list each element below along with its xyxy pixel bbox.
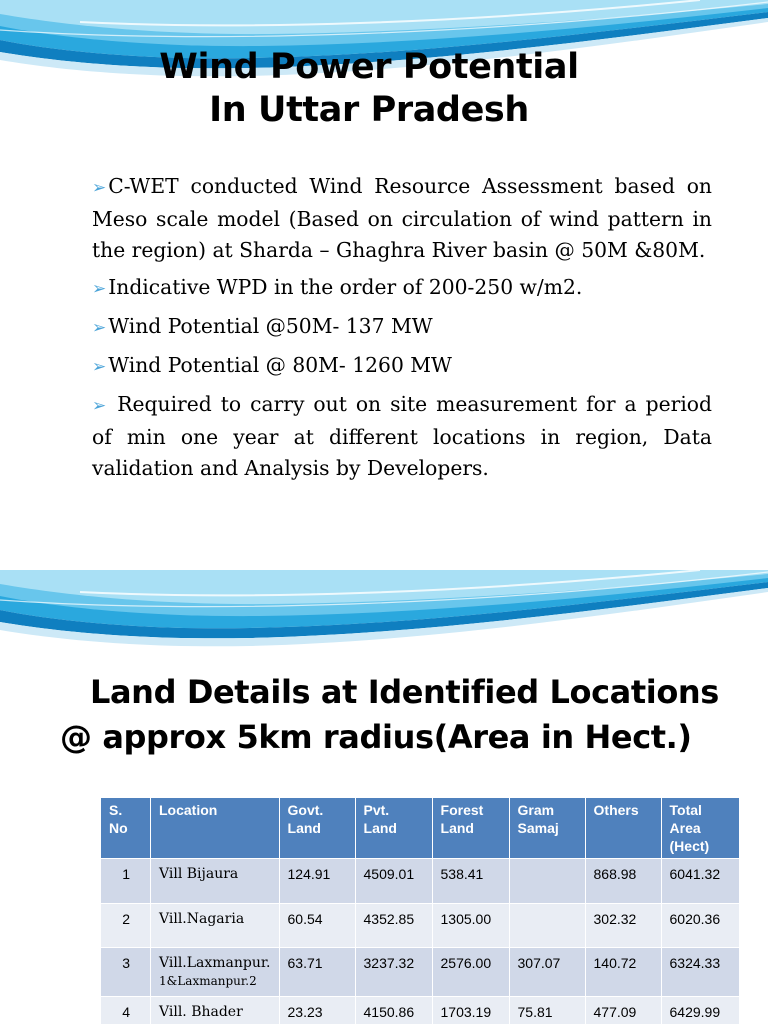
- cell-total-area: 6429.99: [661, 997, 739, 1024]
- cell-pvt-land: 4352.85: [355, 904, 432, 948]
- arrow-bullet-icon: ➢: [92, 178, 107, 198]
- col-header-gram-samaj: Gram Samaj: [509, 798, 585, 859]
- cell-sno: 3: [101, 948, 151, 997]
- title-line-2: @ approx 5km radius(Area in Hect.): [60, 718, 692, 756]
- cell-gram-samaj: 75.81: [509, 997, 585, 1024]
- bullet-text: Wind Potential @ 80M- 1260 MW: [108, 353, 452, 377]
- cell-total-area: 6324.33: [661, 948, 739, 997]
- cell-total-area: 6041.32: [661, 859, 739, 904]
- arrow-bullet-icon: ➢: [92, 357, 107, 377]
- col-header-pvt-land: Pvt. Land: [355, 798, 432, 859]
- cell-govt-land: 124.91: [279, 859, 355, 904]
- cell-pvt-land: 3237.32: [355, 948, 432, 997]
- table-row: [101, 904, 740, 948]
- col-header-others: Others: [585, 798, 661, 859]
- page-title: [0, 46, 738, 132]
- section-title: [60, 670, 760, 759]
- cell-govt-land: 23.23: [279, 997, 355, 1024]
- cell-location: Vill. Bhader: [151, 997, 280, 1024]
- cell-others: 868.98: [585, 859, 661, 904]
- table-row: [101, 948, 740, 997]
- table-header-row: [101, 798, 740, 859]
- location-line-1: Vill.Laxmanpur.: [159, 955, 271, 971]
- col-header-total-area: Total Area (Hect): [661, 798, 739, 859]
- cell-others: 302.32: [585, 904, 661, 948]
- arrow-bullet-icon: ➢: [92, 318, 107, 338]
- col-header-forest-land: Forest Land: [432, 798, 509, 859]
- cell-total-area: 6020.36: [661, 904, 739, 948]
- cell-pvt-land: 4150.86: [355, 997, 432, 1024]
- bullet-text: Indicative WPD in the order of 200-250 w/m2.: [108, 275, 583, 299]
- cell-pvt-land: 4509.01: [355, 859, 432, 904]
- slide-land-details: [0, 570, 768, 1024]
- bullet-item: [92, 171, 712, 266]
- title-line-1: Land Details at Identified Locations: [90, 673, 719, 711]
- bullet-list: [92, 171, 712, 490]
- cell-sno: 2: [101, 904, 151, 948]
- cell-forest-land: 2576.00: [432, 948, 509, 997]
- title-line-2: In Uttar Pradesh: [209, 90, 529, 130]
- arrow-bullet-icon: ➢: [92, 279, 107, 299]
- location-line-2: 1&Laxmanpur.2: [159, 974, 257, 988]
- cell-others: 477.09: [585, 997, 661, 1024]
- cell-sno: 4: [101, 997, 151, 1024]
- col-header-govt-land: Govt. Land: [279, 798, 355, 859]
- bullet-item: [92, 311, 712, 344]
- cell-govt-land: 60.54: [279, 904, 355, 948]
- table-row: [101, 859, 740, 904]
- bullet-item: [92, 272, 712, 305]
- title-line-1: Wind Power Potential: [159, 47, 579, 87]
- wave-banner-icon: [0, 570, 768, 670]
- land-details-table: [100, 797, 740, 1024]
- slide-gap: [0, 540, 768, 570]
- bullet-text: Required to carry out on site measurement for a period of min one year at different locations in region, Data validation and Analysis by Developers.: [92, 392, 712, 480]
- cell-others: 140.72: [585, 948, 661, 997]
- bullet-item: [92, 350, 712, 383]
- arrow-bullet-icon: ➢: [92, 396, 107, 416]
- cell-gram-samaj: 307.07: [509, 948, 585, 997]
- cell-location: Vill.Nagaria: [151, 904, 280, 948]
- cell-forest-land: 1703.19: [432, 997, 509, 1024]
- bullet-text: Wind Potential @50M- 137 MW: [108, 314, 433, 338]
- cell-location: Vill Bijaura: [151, 859, 280, 904]
- col-header-sno: S. No: [101, 798, 151, 859]
- cell-gram-samaj: [509, 859, 585, 904]
- bullet-text: C-WET conducted Wind Resource Assessment based on Meso scale model (Based on circulation of wind pattern in the region) at Sharda – Ghaghra River basin @ 50M &80M.: [92, 174, 712, 262]
- cell-sno: 1: [101, 859, 151, 904]
- cell-gram-samaj: [509, 904, 585, 948]
- col-header-location: Location: [151, 798, 280, 859]
- cell-forest-land: 538.41: [432, 859, 509, 904]
- bullet-item: [92, 389, 712, 484]
- cell-forest-land: 1305.00: [432, 904, 509, 948]
- cell-location: [151, 948, 280, 997]
- table-row: [101, 997, 740, 1024]
- cell-govt-land: 63.71: [279, 948, 355, 997]
